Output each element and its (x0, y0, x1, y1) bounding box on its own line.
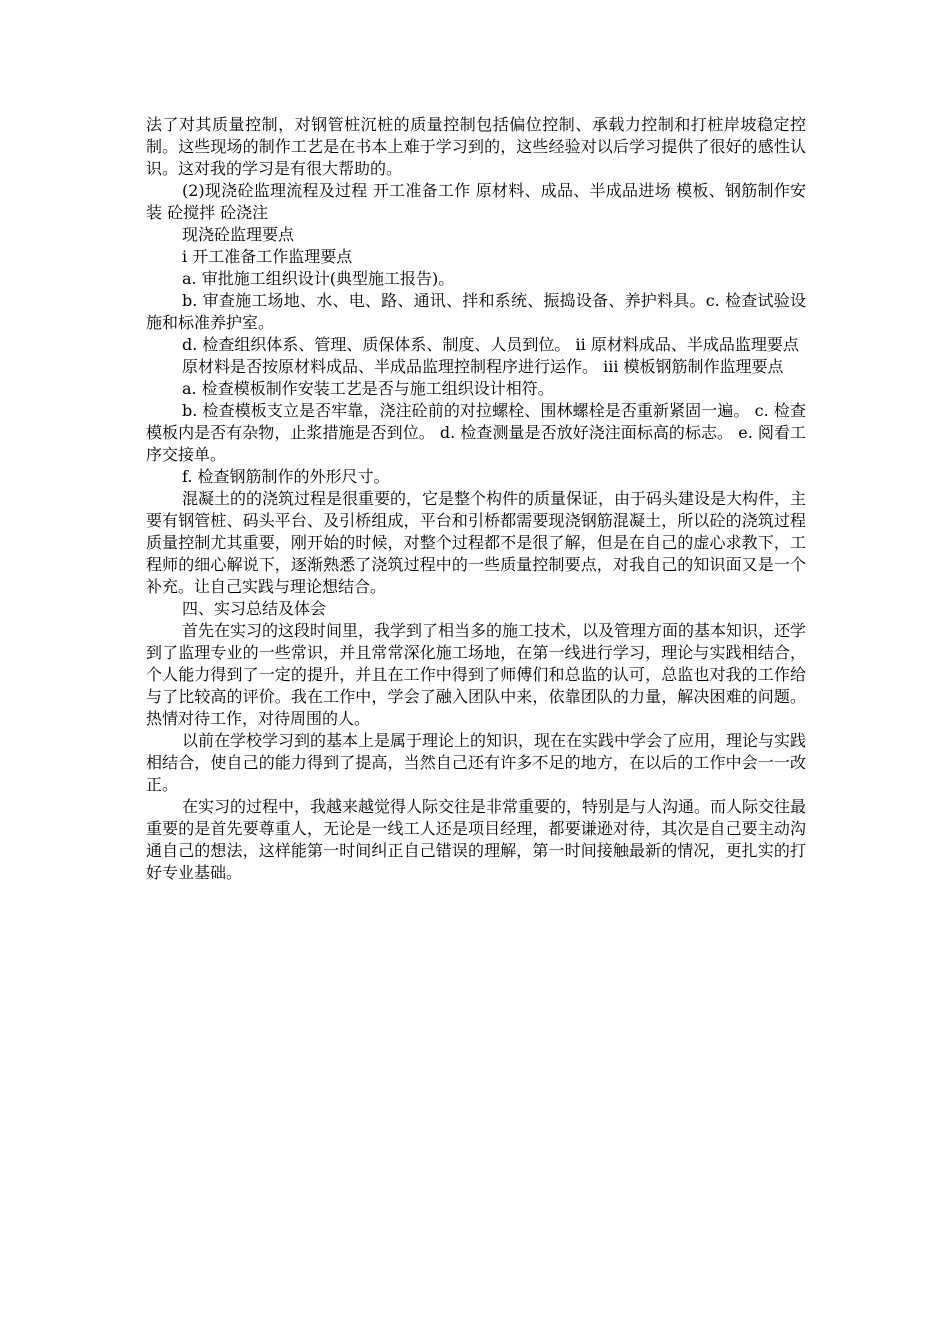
paragraph-4: i 开工准备工作监理要点 (182, 247, 353, 266)
paragraph-8: 原材料是否按原材料成品、半成品监理控制程序进行运作。 iii 模板钢筋制作监理要点 (182, 357, 784, 376)
paragraph-15: 以前在学校学习到的基本上是属于理论上的知识，现在在实践中学会了应用，理论与实践相结合，使自己的能力得到了提高，当然自己还有许多不足的地方，在以后的工作中会一一改正。 (146, 731, 807, 794)
paragraph-9: a. 检查模板制作安装工艺是否与施工组织设计相符。 (182, 379, 554, 398)
paragraph-14: 首先在实习的这段时间里，我学到了相当多的施工技术，以及管理方面的基本知识，还学到了监理专业的一些常识，并且常常深化施工场地，在第一线进行学习，理论与实践相结合，个人能力得到了一定的提升，并且在工作中得到了师傅们和总监的认可，总监也对我的工作给与了比较高的评价。我在工作中，学会了融入团队中来，依靠团队的力量，解决困难的问题。热情对待工作，对待周围的人。 (146, 621, 807, 728)
paragraph-1: 法了对其质量控制，对钢管桩沉桩的质量控制包括偏位控制、承载力控制和打桩岸坡稳定控制。这些现场的制作工艺是在书本上难于学习到的，这些经验对以后学习提供了很好的感性认识。这对我的学习是有很大帮助的。 (146, 115, 806, 178)
paragraph-6: b. 审查施工场地、水、电、路、通讯、拌和系统、振捣设备、养护料具。c. 检查试验设施和标准养护室。 (146, 291, 806, 332)
paragraph-7: d. 检查组织体系、管理、质保体系、制度、人员到位。 ii 原材料成品、半成品监理要点 (182, 335, 799, 354)
paragraph-11: f. 检查钢筋制作的外形尺寸。 (182, 467, 390, 486)
paragraph-10: b. 检查模板支立是否牢靠，浇注砼前的对拉螺栓、围林螺栓是否重新紧固一遍。 c. 检查模板内是否有杂物，止浆措施是否到位。 d. 检查测量是否放好浇注面标高的标志。 e. 阅看工序交接单。 (146, 401, 806, 464)
paragraph-2: (2)现浇砼监理流程及过程 开工准备工作 原材料、成品、半成品进场 模板、钢筋制作安装 砼搅拌 砼浇注 (146, 181, 806, 222)
document-body (146, 114, 806, 884)
paragraph-16: 在实习的过程中，我越来越觉得人际交往是非常重要的，特别是与人沟通。而人际交往最重要的是首先要尊重人，无论是一线工人还是项目经理，都要谦逊对待，其次是自己要主动沟通自己的想法，这样能第一时间纠正自己错误的理解，第一时间接触最新的情况，更扎实的打好专业基础。 (146, 797, 807, 882)
paragraph-3: 现浇砼监理要点 (182, 225, 295, 244)
paragraph-5: a. 审批施工组织设计(典型施工报告)。 (182, 269, 455, 288)
section-heading-summary: 四、实习总结及体会 (182, 599, 327, 618)
paragraph-12: 混凝土的的浇筑过程是很重要的，它是整个构件的质量保证，由于码头建设是大构件，主要有钢管桩、码头平台、及引桥组成，平台和引桥都需要现浇钢筋混凝土，所以砼的浇筑过程质量控制尤其重要，刚开始的时候，对整个过程都不是很了解，但是在自己的虚心求教下，工程师的细心解说下，逐渐熟悉了浇筑过程中的一些质量控制要点，对我自己的知识面又是一个补充。让自己实践与理论想结合。 (146, 489, 807, 596)
